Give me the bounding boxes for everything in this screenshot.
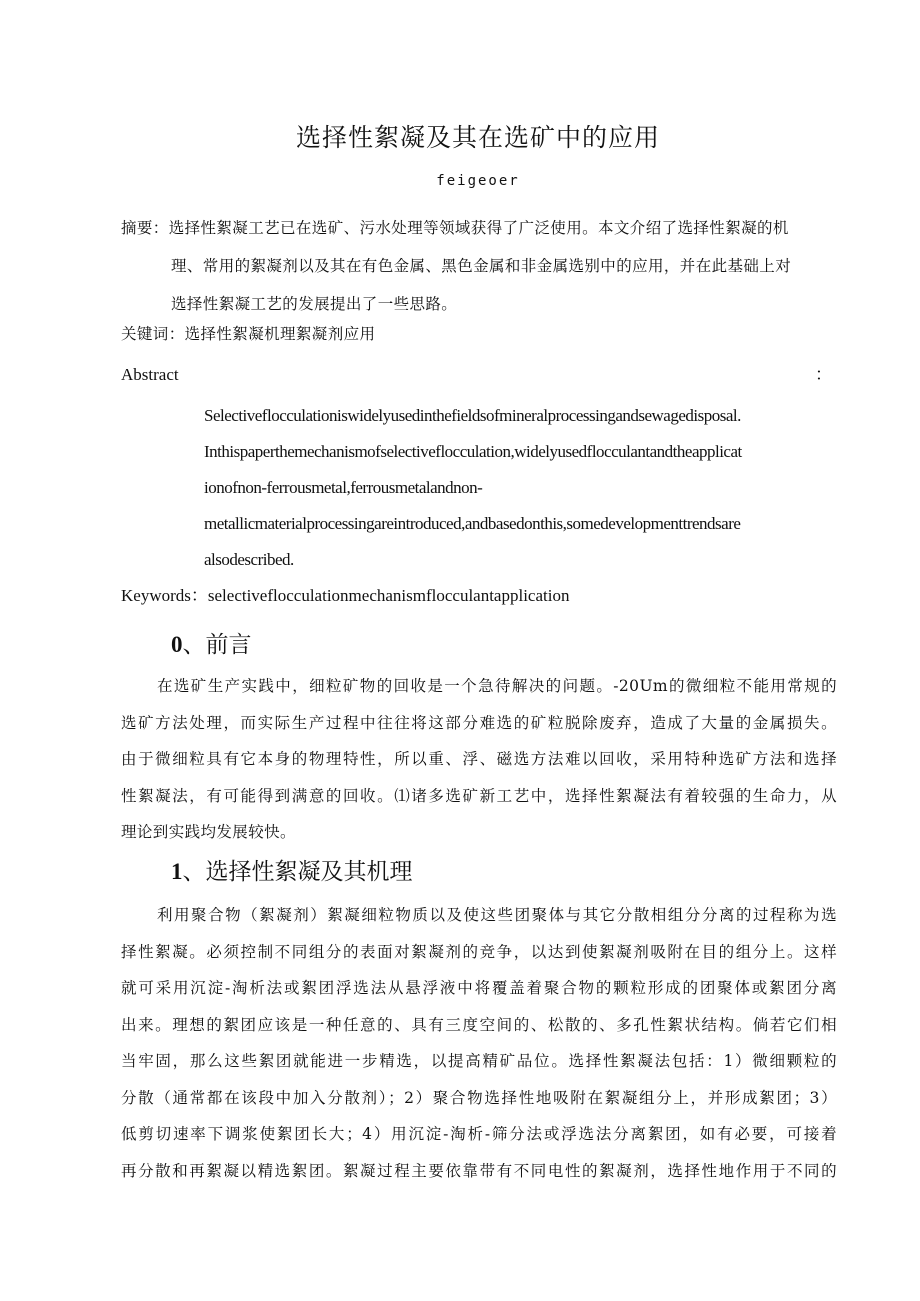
abstract-en-colon: ： bbox=[815, 365, 832, 384]
keywords-english bbox=[121, 583, 569, 609]
paragraph-line: 由于微细粒具有它本身的物理特性，所以重、浮、磁选方法难以回收，采用特种选矿方法和选择 bbox=[121, 750, 837, 768]
introduction-paragraph bbox=[121, 668, 837, 851]
section-number: 1 bbox=[171, 859, 183, 884]
abstract-cn-line-2: 理、常用的絮凝剂以及其在有色金属、黑色金属和非金属选别中的应用，并在此基础上对 bbox=[171, 257, 792, 275]
paper-title: 选择性絮凝及其在选矿中的应用 bbox=[295, 123, 660, 152]
abstract-en-line: ionofnon-ferrousmetal,ferrousmetalandnon- bbox=[204, 478, 483, 497]
paragraph-line: 理论到实践均发展较快。 bbox=[121, 823, 296, 841]
keywords-en-text: selectiveflocculationmechanismflocculantapplication bbox=[207, 586, 570, 605]
section-number: 0 bbox=[171, 632, 183, 657]
abstract-english bbox=[204, 398, 844, 578]
section-heading-introduction bbox=[171, 630, 252, 660]
paragraph-line: 出来。理想的絮团应该是一种任意的、具有三度空间的、松散的、多孔性絮状结构。倘若它们相 bbox=[121, 1015, 837, 1034]
mechanism-paragraph bbox=[121, 897, 837, 1189]
keywords-en-label: Keywords： bbox=[121, 586, 208, 605]
abstract-chinese bbox=[121, 209, 841, 323]
paragraph-line: 低剪切速率下调浆使絮团长大；4）用沉淀-淘析-筛分法或浮选法分离絮团，如有必要，可接着 bbox=[121, 1125, 837, 1143]
section-title: 、选择性絮凝及其机理 bbox=[182, 859, 413, 885]
abstract-en-line: metallicmaterialprocessingareintroduced,andbasedonthis,somedevelopmenttrendsare bbox=[204, 514, 741, 533]
abstract-cn-label: 摘要： bbox=[121, 219, 169, 237]
keywords-cn-text: 选择性絮凝机理絮凝剂应用 bbox=[184, 325, 376, 343]
paragraph-line: 当牢固，那么这些絮团就能进一步精选，以提高精矿品位。选择性絮凝法包括：1）微细颗粒的 bbox=[121, 1052, 837, 1070]
section-heading-mechanism bbox=[171, 857, 413, 887]
paragraph-line: 择性絮凝。必须控制不同组分的表面对絮凝剂的竞争，以达到使絮凝剂吸附在目的组分上。这样 bbox=[121, 942, 837, 961]
abstract-cn-line-3: 选择性絮凝工艺的发展提出了一些思路。 bbox=[171, 295, 458, 313]
abstract-en-line: Selectiveflocculationiswidelyusedinthefieldsofmineralprocessingandsewagedisposal. bbox=[204, 406, 741, 425]
abstract-en-label: Abstract bbox=[121, 365, 179, 384]
paragraph-line: 就可采用沉淀-淘析法或絮团浮选法从悬浮液中将覆盖着聚合物的颗粒形成的团聚体或絮团分离 bbox=[121, 979, 837, 997]
paragraph-line: 在选矿生产实践中，细粒矿物的回收是一个急待解决的问题。-20Um的微细粒不能用常规的 bbox=[157, 677, 837, 695]
abstract-en-line: alsodescribed. bbox=[204, 550, 294, 569]
abstract-en-line: Inthispaperthemechanismofselectiveflocculation,widelyusedflocculantandtheapplicat bbox=[204, 442, 742, 461]
paragraph-line: 分散（通常都在该段中加入分散剂）；2）聚合物选择性地吸附在絮凝组分上，并形成絮团；3） bbox=[121, 1088, 837, 1107]
paragraph-line: 再分散和再絮凝以精选絮团。絮凝过程主要依靠带有不同电性的絮凝剂，选择性地作用于不同的 bbox=[121, 1161, 837, 1180]
section-title: 、前言 bbox=[182, 632, 252, 658]
paragraph-line: 选矿方法处理，而实际生产过程中往往将这部分难选的矿粒脱除废弃，造成了大量的金属损失。 bbox=[121, 713, 837, 732]
keywords-chinese bbox=[121, 322, 841, 346]
author-name: feigeoer bbox=[436, 173, 520, 189]
keywords-cn-label: 关键词： bbox=[121, 325, 185, 343]
abstract-cn-line-1: 选择性絮凝工艺已在选矿、污水处理等领域获得了广泛使用。本文介绍了选择性絮凝的机 bbox=[168, 219, 789, 237]
paragraph-line: 性絮凝法，有可能得到满意的回收。⑴诸多选矿新工艺中，选择性絮凝法有着较强的生命力，从 bbox=[121, 786, 837, 805]
paragraph-line: 利用聚合物（絮凝剂）絮凝细粒物质以及使这些团聚体与其它分散相组分分离的过程称为选 bbox=[157, 906, 837, 924]
